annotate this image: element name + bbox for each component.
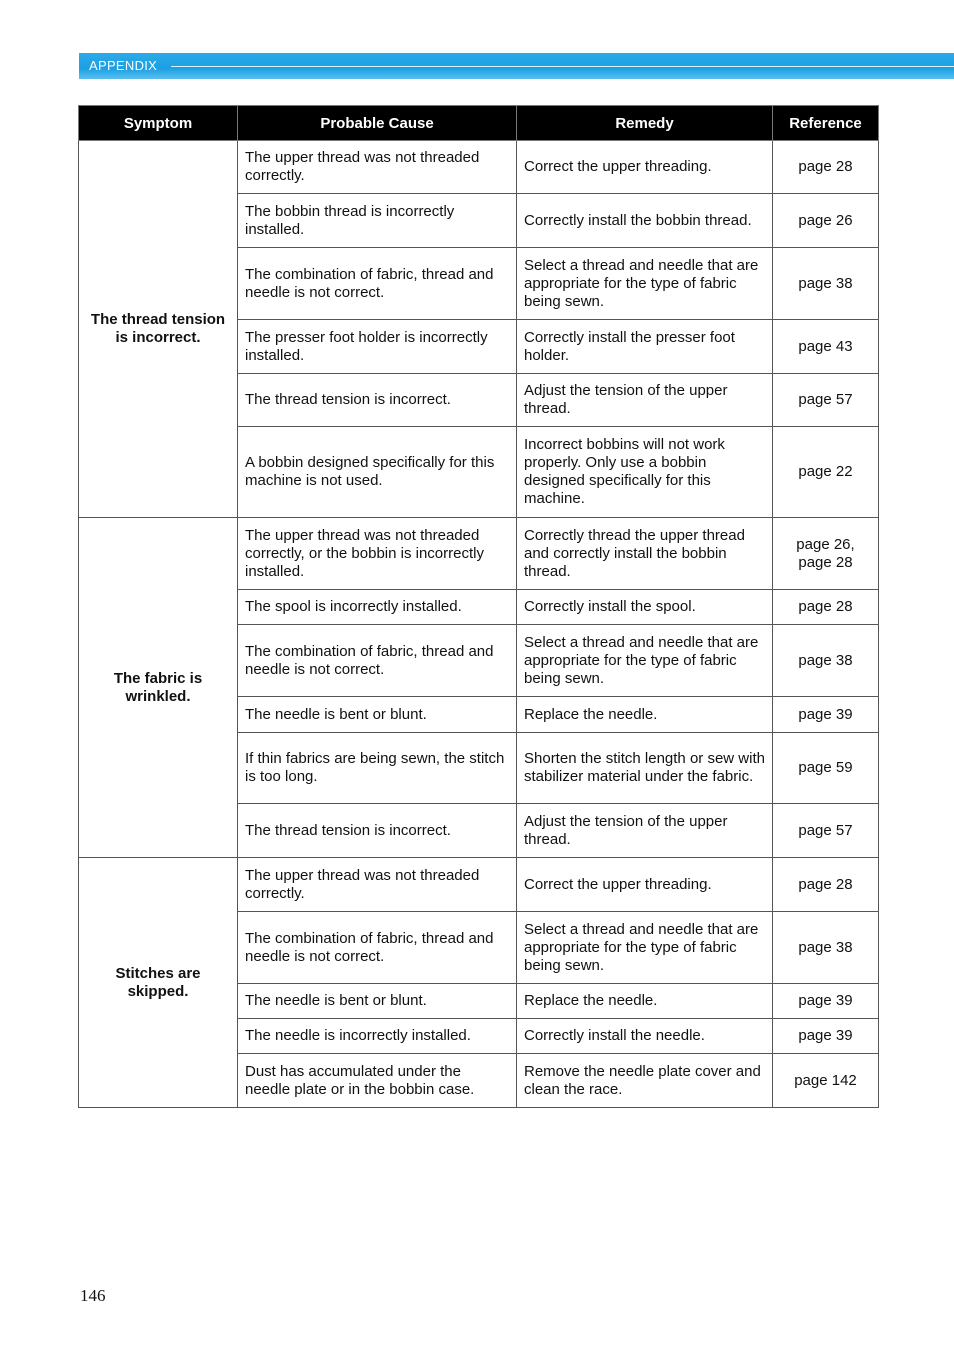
remedy-cell: Select a thread and needle that are appropriate for the type of fabric being sewn. <box>517 912 773 984</box>
table-header <box>79 106 879 141</box>
reference-cell: page 26 <box>773 194 879 248</box>
header-remedy: Remedy <box>517 106 773 141</box>
cause-cell: The needle is bent or blunt. <box>238 697 517 733</box>
remedy-cell: Correct the upper threading. <box>517 141 773 194</box>
page-number: 146 <box>80 1286 106 1305</box>
table-row <box>79 858 879 912</box>
reference-cell: page 28 <box>773 858 879 912</box>
cause-cell: The presser foot holder is incorrectly installed. <box>238 320 517 374</box>
reference-cell: page 28 <box>773 590 879 625</box>
cause-cell: Dust has accumulated under the needle plate or in the bobbin case. <box>238 1054 517 1108</box>
cause-cell: The upper thread was not threaded correctly. <box>238 141 517 194</box>
remedy-cell: Incorrect bobbins will not work properly. Only use a bobbin designed specifically for this machine. <box>517 427 773 518</box>
cause-cell: The bobbin thread is incorrectly installed. <box>238 194 517 248</box>
remedy-cell: Replace the needle. <box>517 697 773 733</box>
reference-cell: page 39 <box>773 1019 879 1054</box>
cause-cell: The needle is bent or blunt. <box>238 984 517 1019</box>
reference-cell: page 28 <box>773 141 879 194</box>
remedy-cell: Correctly thread the upper thread and correctly install the bobbin thread. <box>517 518 773 590</box>
reference-cell: page 38 <box>773 912 879 984</box>
symptom-cell: The fabric is wrinkled. <box>79 518 238 858</box>
cause-cell: The thread tension is incorrect. <box>238 804 517 858</box>
remedy-cell: Remove the needle plate cover and clean the race. <box>517 1054 773 1108</box>
remedy-cell: Correctly install the needle. <box>517 1019 773 1054</box>
reference-cell: page 43 <box>773 320 879 374</box>
table-row <box>79 518 879 590</box>
cause-cell: The needle is incorrectly installed. <box>238 1019 517 1054</box>
table-body <box>79 141 879 1108</box>
header-row <box>79 106 879 141</box>
remedy-cell: Correct the upper threading. <box>517 858 773 912</box>
remedy-cell: Correctly install the spool. <box>517 590 773 625</box>
table-row <box>79 141 879 194</box>
reference-cell: page 39 <box>773 984 879 1019</box>
reference-cell: page 142 <box>773 1054 879 1108</box>
reference-cell: page 38 <box>773 248 879 320</box>
symptom-cell: Stitches are skipped. <box>79 858 238 1108</box>
troubleshooting-table <box>78 105 879 1108</box>
remedy-cell: Shorten the stitch length or sew with stabilizer material under the fabric. <box>517 733 773 804</box>
header-symptom: Symptom <box>79 106 238 141</box>
cause-cell: The spool is incorrectly installed. <box>238 590 517 625</box>
reference-cell: page 22 <box>773 427 879 518</box>
remedy-cell: Correctly install the presser foot holder. <box>517 320 773 374</box>
symptom-cell: The thread tension is incorrect. <box>79 141 238 518</box>
header-probable-cause: Probable Cause <box>238 106 517 141</box>
section-label: APPENDIX <box>89 58 158 73</box>
cause-cell: The combination of fabric, thread and needle is not correct. <box>238 912 517 984</box>
remedy-cell: Adjust the tension of the upper thread. <box>517 804 773 858</box>
header-reference: Reference <box>773 106 879 141</box>
remedy-cell: Replace the needle. <box>517 984 773 1019</box>
reference-cell: page 59 <box>773 733 879 804</box>
cause-cell: If thin fabrics are being sewn, the stitch is too long. <box>238 733 517 804</box>
remedy-cell: Adjust the tension of the upper thread. <box>517 374 773 427</box>
cause-cell: The combination of fabric, thread and needle is not correct. <box>238 625 517 697</box>
cause-cell: The thread tension is incorrect. <box>238 374 517 427</box>
section-banner <box>79 53 954 79</box>
remedy-cell: Select a thread and needle that are appropriate for the type of fabric being sewn. <box>517 625 773 697</box>
reference-cell: page 57 <box>773 804 879 858</box>
cause-cell: The upper thread was not threaded correctly, or the bobbin is incorrectly installed. <box>238 518 517 590</box>
reference-cell: page 26, page 28 <box>773 518 879 590</box>
reference-cell: page 57 <box>773 374 879 427</box>
cause-cell: The combination of fabric, thread and needle is not correct. <box>238 248 517 320</box>
remedy-cell: Select a thread and needle that are appropriate for the type of fabric being sewn. <box>517 248 773 320</box>
remedy-cell: Correctly install the bobbin thread. <box>517 194 773 248</box>
banner-rule <box>171 66 954 67</box>
reference-cell: page 38 <box>773 625 879 697</box>
reference-cell: page 39 <box>773 697 879 733</box>
cause-cell: A bobbin designed specifically for this machine is not used. <box>238 427 517 518</box>
cause-cell: The upper thread was not threaded correctly. <box>238 858 517 912</box>
